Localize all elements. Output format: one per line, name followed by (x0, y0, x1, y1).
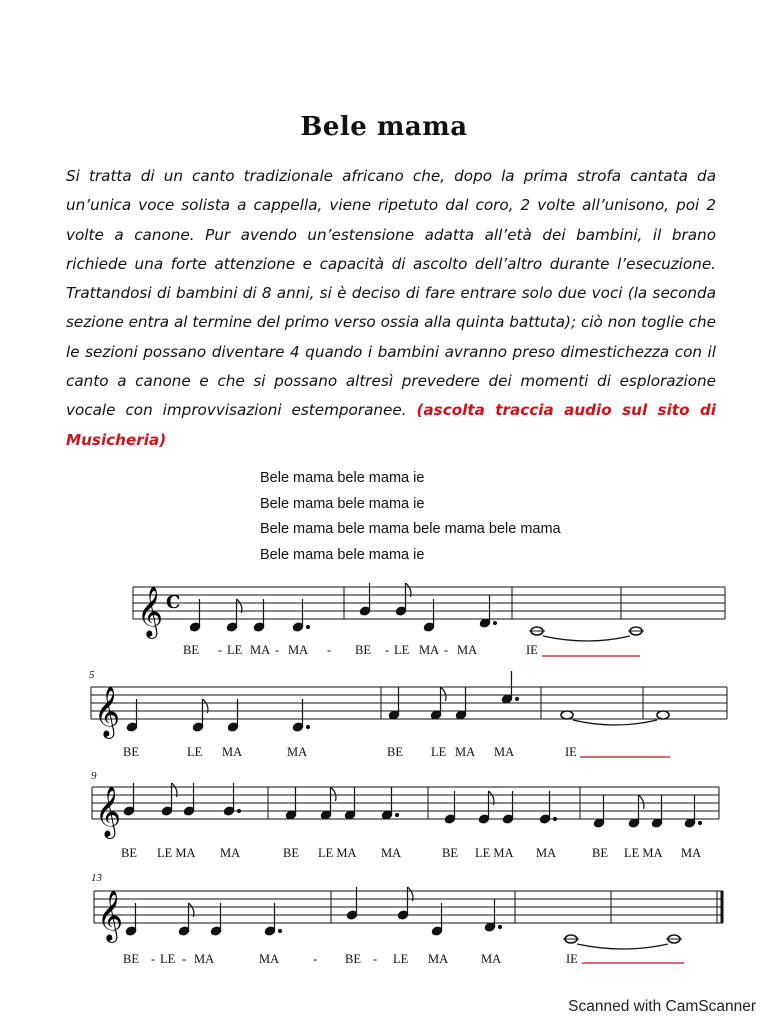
staff-system-1 (133, 583, 725, 657)
treble-clef-icon: 𝄞 (137, 586, 164, 637)
syllable: - (151, 952, 156, 966)
intro-paragraph (66, 162, 716, 455)
syllable: LE MA (475, 846, 514, 860)
lyrics-block (260, 466, 561, 568)
syllable: - (385, 643, 390, 657)
syllable: MA (457, 643, 478, 657)
syllable: IE (565, 745, 577, 759)
measure-number: 13 (91, 872, 102, 884)
syllable: - (373, 952, 378, 966)
syllable: BE (283, 846, 299, 860)
syllable: LE (227, 643, 243, 657)
syllable: MA (455, 745, 476, 759)
syllable: MA (287, 745, 308, 759)
syllable: - (182, 952, 187, 966)
measure-number: 5 (89, 669, 95, 681)
syllable: LE MA (624, 846, 663, 860)
syllable: - (444, 643, 449, 657)
syllable: BE (442, 846, 458, 860)
syllable: LE MA (318, 846, 357, 860)
syllable: MA (288, 643, 309, 657)
syllable: LE (393, 952, 409, 966)
syllable: BE (355, 643, 371, 657)
audio-link-text: (ascolta traccia audio sul sito di Musicheria) (66, 401, 716, 449)
lyric-line-3: Bele mama bele mama bele mama bele mama (260, 521, 561, 537)
syllable: MA (494, 745, 515, 759)
syllable: LE (160, 952, 176, 966)
syllable: LE (187, 745, 203, 759)
syllable: LE MA (157, 846, 196, 860)
syllable: BE (121, 846, 137, 860)
scanner-watermark: Scanned with CamScanner (568, 998, 756, 1015)
syllable: MA (681, 846, 702, 860)
syllable: LE (431, 745, 447, 759)
measure-number: 9 (91, 770, 97, 782)
treble-clef-icon: 𝄞 (97, 890, 124, 941)
syllable: BE (592, 846, 608, 860)
staff-system-4 (91, 872, 723, 966)
staff-system-2 (89, 669, 727, 759)
lyric-line-2: Bele mama bele mama ie (260, 495, 425, 512)
syllable: BE (345, 952, 361, 966)
lyric-line-1: Bele mama bele mama ie (260, 470, 425, 486)
sheet-music (0, 570, 768, 990)
syllable: MA (428, 952, 449, 966)
syllable: - (275, 643, 280, 657)
time-signature: C (166, 592, 181, 613)
staff-system-3 (91, 770, 719, 860)
syllable: MA (419, 643, 440, 657)
syllable: IE (566, 952, 578, 966)
syllable: BE (387, 745, 403, 759)
lyric-line-4: Bele mama bele mama ie (260, 546, 425, 563)
syllable: BE (123, 745, 139, 759)
page-title: Bele mama (300, 112, 468, 142)
syllable: LE (394, 643, 410, 657)
syllable: MA (222, 745, 243, 759)
syllable: MA (481, 952, 502, 966)
syllable: MA (381, 846, 402, 860)
syllable: MA (194, 952, 215, 966)
treble-clef-icon: 𝄞 (94, 686, 121, 737)
syllable: MA (250, 643, 271, 657)
syllable: BE (183, 643, 199, 657)
syllable: - (218, 643, 223, 657)
syllable: MA (259, 952, 280, 966)
syllable: MA (536, 846, 557, 860)
syllable: IE (526, 643, 538, 657)
syllable: MA (220, 846, 241, 860)
treble-clef-icon: 𝄞 (95, 786, 122, 837)
syllable: - (327, 643, 332, 657)
syllable: - (313, 952, 318, 966)
syllable: BE (123, 952, 139, 966)
intro-text: Si tratta di un canto tradizionale africano che, dopo la prima strofa cantata da un’unica voce solista a cappella, viene ripetuto dal coro, 2 volte all’unisono, poi 2 volte a canone. Pur avendo un’estensione adatta all’età dei bambini, il brano richiede una forte attenzione e capacità di ascolto dell’altro durante l’esecuzione. Trattandosi di bambini di 8 anni, si è deciso di fare entrare solo due voci (la seconda sezione entra al termine del primo verso ossia alla quinta battuta); ciò non toglie che le sezioni possano diventare 4 quando i bambini avranno preso dimestichezza con il canto a canone e che si possano altresì prevedere dei momenti di esplorazione vocale con improvvisazioni estemporanee. (66, 167, 716, 420)
